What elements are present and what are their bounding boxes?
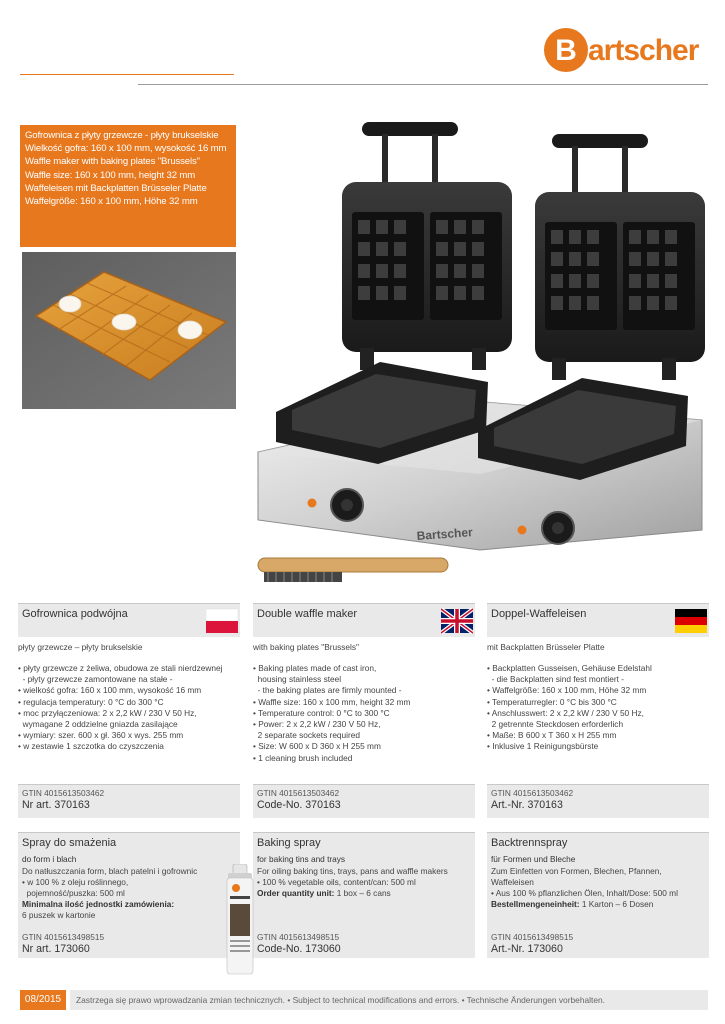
column-subtitle: płyty grzewcze – płyty brukselskie (18, 642, 143, 652)
column-subtitle: mit Backplatten Brüsseler Platte (487, 642, 605, 652)
germany-flag-icon (675, 605, 707, 637)
spec-item: • Backplatten Gusseisen, Gehäuse Edelstahl (487, 663, 652, 673)
spray-description (22, 866, 244, 921)
spray-line: Do natłuszczania form, blach patelni i gofrownic (22, 866, 198, 876)
gtin-number: GTIN 4015613503462 (491, 788, 574, 798)
article-number: Nr art. 370163 (22, 799, 90, 811)
gtin-number: GTIN 4015613503462 (257, 788, 340, 798)
spray-line: For oiling baking tins, trays, pans and waffle makers (257, 866, 448, 876)
header-rule-gray (138, 84, 708, 85)
intro-line: Wielkość gofra: 160 x 100 mm, wysokość 16 mm (25, 143, 227, 155)
article-code-box (487, 784, 709, 818)
spray-title: Spray do smażenia (22, 837, 117, 849)
spray-subtitle: do form i blach (22, 854, 77, 864)
order-quantity-label: Order quantity unit: (257, 888, 335, 898)
article-code-box (18, 784, 240, 818)
header-rule-orange (20, 74, 234, 75)
bartscher-logo (540, 20, 715, 80)
article-number: Art.-Nr. 173060 (491, 943, 563, 955)
spec-item: • Power: 2 x 2,2 kW / 230 V 50 Hz, (253, 719, 381, 730)
spec-item: housing stainless steel (253, 674, 342, 685)
order-quantity-label: Minimalna ilość jednostki zamówienia: (22, 899, 175, 909)
uk-flag-icon (441, 605, 473, 637)
product-label: Bartscher (416, 525, 474, 543)
spec-item: 2 separate sockets required (253, 730, 360, 741)
cleaning-brush-icon (258, 558, 448, 582)
spec-list (487, 663, 709, 753)
waffle-maker-photo (252, 112, 708, 598)
spray-code-block (22, 932, 104, 955)
intro-line: Waffeleisen mit Backplatten Brüsseler Platte (25, 182, 207, 194)
spray-can-photo (224, 864, 256, 976)
gtin-number: GTIN 4015613498515 (257, 932, 340, 942)
spec-item: • Temperature control: 0 °C to 300 °C (253, 707, 390, 718)
spec-item: - die Backplatten sind fest montiert - (487, 674, 624, 685)
column-header (487, 603, 709, 637)
product-column-de (487, 603, 709, 753)
spec-item: • wielkość gofra: 160 x 100 mm, wysokość 16 mm (18, 685, 202, 696)
order-quantity-value: 1 box – 6 cans (334, 888, 391, 898)
spray-line: • 100 % vegetable oils, content/can: 500 ml (257, 877, 416, 887)
footer-disclaimer: Zastrzega się prawo wprowadzania zmian technicznych. • Subject to technical modifications and errors. • Technische Änderungen vorbehalten. (70, 990, 708, 1010)
spray-line: • w 100 % z oleju roślinnego, (22, 877, 129, 887)
spec-item: • Waffle size: 160 x 100 mm, height 32 mm (253, 696, 411, 707)
gtin-number: GTIN 4015613498515 (22, 932, 105, 942)
svg-text:B: B (555, 34, 577, 67)
spec-item: • płyty grzewcze z żeliwa, obudowa ze stali nierdzewnej (18, 663, 223, 673)
footer-date: 08/2015 (20, 990, 66, 1010)
gtin-number: GTIN 4015613498515 (491, 932, 574, 942)
intro-line: Waffle size: 160 x 100 mm, height 32 mm (25, 169, 196, 181)
spec-item: • Temperaturregler: 0 °C bis 300 °C (487, 696, 617, 707)
intro-line: Waffelgröße: 160 x 100 mm, Höhe 32 mm (25, 196, 198, 208)
spec-item: 2 getrennte Steckdosen erforderlich (487, 719, 624, 730)
spec-item: • w zestawie 1 szczotka do czyszczenia (18, 741, 164, 752)
column-header (18, 603, 240, 637)
spec-item: • regulacja temperatury: 0 °C do 300 °C (18, 696, 164, 707)
spec-item: • wymiary: szer. 600 x gł. 360 x wys. 255 mm (18, 730, 184, 741)
spray-line: Zum Einfetten von Formen, Blechen, Pfannen, (491, 866, 662, 876)
spray-line: • Aus 100 % pflanzlichen Ölen, Inhalt/Dose: 500 ml (491, 888, 678, 898)
column-header (253, 603, 475, 637)
order-quantity-value: 6 puszek w kartonie (22, 910, 96, 920)
product-column-pl (18, 603, 240, 753)
spray-title: Backtrennspray (491, 837, 568, 849)
column-title: Gofrownica podwójna (22, 608, 128, 620)
article-number: Nr art. 173060 (22, 943, 90, 955)
intro-line: Waffle maker with baking plates "Brussels" (25, 156, 200, 168)
waffle-photo (22, 252, 236, 409)
product-column-en (253, 603, 475, 764)
article-number: Code-No. 370163 (257, 799, 341, 811)
spec-item: wymagane 2 oddzielne gniazda zasilające (18, 719, 178, 730)
spray-description (491, 866, 713, 910)
order-quantity-label: Bestellmengeneinheit: (491, 899, 580, 909)
spray-title: Baking spray (257, 837, 321, 849)
spec-item: • moc przyłączeniowa: 2 x 2,2 kW / 230 V 50 Hz, (18, 707, 197, 718)
intro-box (20, 125, 236, 247)
spec-item: • Inklusive 1 Reinigungsbürste (487, 741, 599, 752)
spray-line: pojemność/puszka: 500 ml (22, 888, 125, 898)
spec-list (253, 663, 475, 764)
article-code-box (253, 784, 475, 818)
intro-line: Gofrownica z płyty grzewcze - płyty brukselskie (25, 130, 219, 141)
column-title: Doppel-Waffeleisen (491, 608, 587, 620)
column-subtitle: with baking plates "Brussels" (253, 642, 359, 652)
column-title: Double waffle maker (257, 608, 358, 620)
footer (0, 990, 725, 1012)
spray-subtitle: für Formen und Bleche (491, 854, 576, 864)
spec-item: - the baking plates are firmly mounted - (253, 685, 402, 696)
spray-description (257, 866, 479, 899)
article-number: Art.-Nr. 370163 (491, 799, 563, 811)
svg-text:artscher: artscher (588, 34, 699, 67)
spec-item: • Baking plates made of cast iron, (253, 663, 377, 673)
spec-item: • Maße: B 600 x T 360 x H 255 mm (487, 730, 617, 741)
poland-flag-icon (206, 605, 238, 637)
spray-code-block (257, 932, 341, 955)
spec-item: • Waffelgröße: 160 x 100 mm, Höhe 32 mm (487, 685, 647, 696)
article-number: Code-No. 173060 (257, 943, 341, 955)
spray-code-block (491, 932, 573, 955)
gtin-number: GTIN 4015613503462 (22, 788, 105, 798)
spec-item: - płyty grzewcze zamontowane na stałe - (18, 674, 173, 685)
spray-subtitle: for baking tins and trays (257, 854, 346, 864)
spray-line: Waffeleisen (491, 877, 534, 887)
spec-item: • Size: W 600 x D 360 x H 255 mm (253, 741, 381, 752)
spec-item: • Anschlusswert: 2 x 2,2 kW / 230 V 50 Hz, (487, 707, 644, 718)
spec-list (18, 663, 240, 753)
order-quantity-value: 1 Karton – 6 Dosen (579, 899, 654, 909)
spec-item: • 1 cleaning brush included (253, 752, 353, 763)
